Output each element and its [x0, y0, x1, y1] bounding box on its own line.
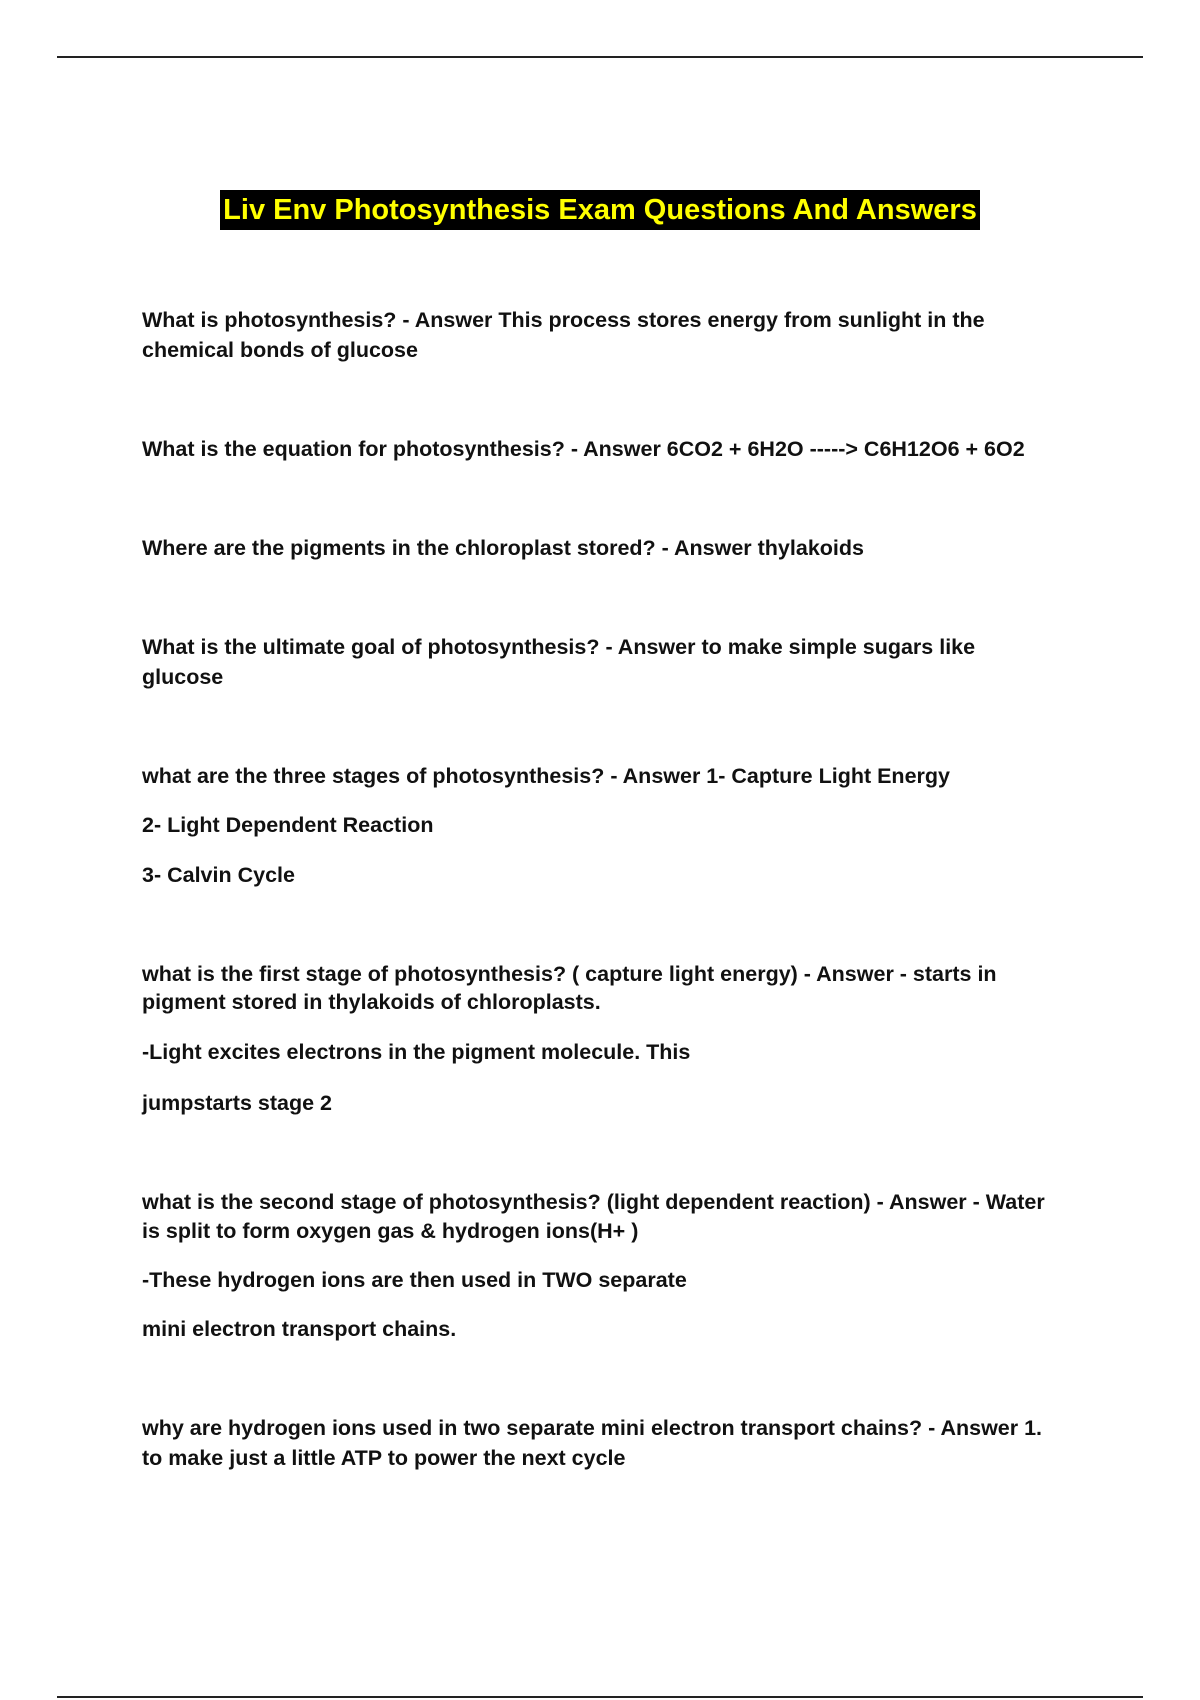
qa-8-line-1: why are hydrogen ions used in two separate mini electron transport chains? - Answer 1.: [142, 1416, 1043, 1440]
title-container: [0, 190, 1200, 230]
qa-2-line-1: What is the equation for photosynthesis? - Answer 6CO2 + 6H2O -----> C6H12O6 + 6O2: [142, 437, 1025, 461]
top-rule: [57, 56, 1143, 58]
qa-5-line-3: 3- Calvin Cycle: [142, 863, 295, 887]
qa-6-line-1: what is the first stage of photosynthesis? ( capture light energy) - Answer - starts in: [142, 962, 997, 986]
page-title: Liv Env Photosynthesis Exam Questions And Answers: [220, 190, 980, 230]
qa-1-line-2: chemical bonds of glucose: [142, 338, 418, 362]
qa-6-line-4: jumpstarts stage 2: [142, 1091, 332, 1115]
qa-7-line-4: mini electron transport chains.: [142, 1317, 457, 1341]
qa-5-line-1: what are the three stages of photosynthesis? - Answer 1- Capture Light Energy: [142, 764, 950, 788]
bottom-rule: [57, 1696, 1143, 1698]
qa-7-line-1: what is the second stage of photosynthesis? (light dependent reaction) - Answer - Water: [142, 1190, 1045, 1214]
qa-5-line-2: 2- Light Dependent Reaction: [142, 813, 434, 837]
qa-4-line-1: What is the ultimate goal of photosynthesis? - Answer to make simple sugars like: [142, 635, 976, 659]
qa-3-line-1: Where are the pigments in the chloroplast stored? - Answer thylakoids: [142, 536, 864, 560]
qa-8-line-2: to make just a little ATP to power the next cycle: [142, 1446, 626, 1470]
qa-1-line-1: What is photosynthesis? - Answer This process stores energy from sunlight in the: [142, 308, 985, 332]
qa-6-line-2: pigment stored in thylakoids of chloroplasts.: [142, 990, 601, 1014]
qa-4-line-2: glucose: [142, 665, 224, 689]
qa-7-line-2: is split to form oxygen gas & hydrogen ions(H+ ): [142, 1219, 639, 1243]
qa-7-line-3: -These hydrogen ions are then used in TWO separate: [142, 1268, 687, 1292]
qa-6-line-3: -Light excites electrons in the pigment molecule. This: [142, 1040, 691, 1064]
